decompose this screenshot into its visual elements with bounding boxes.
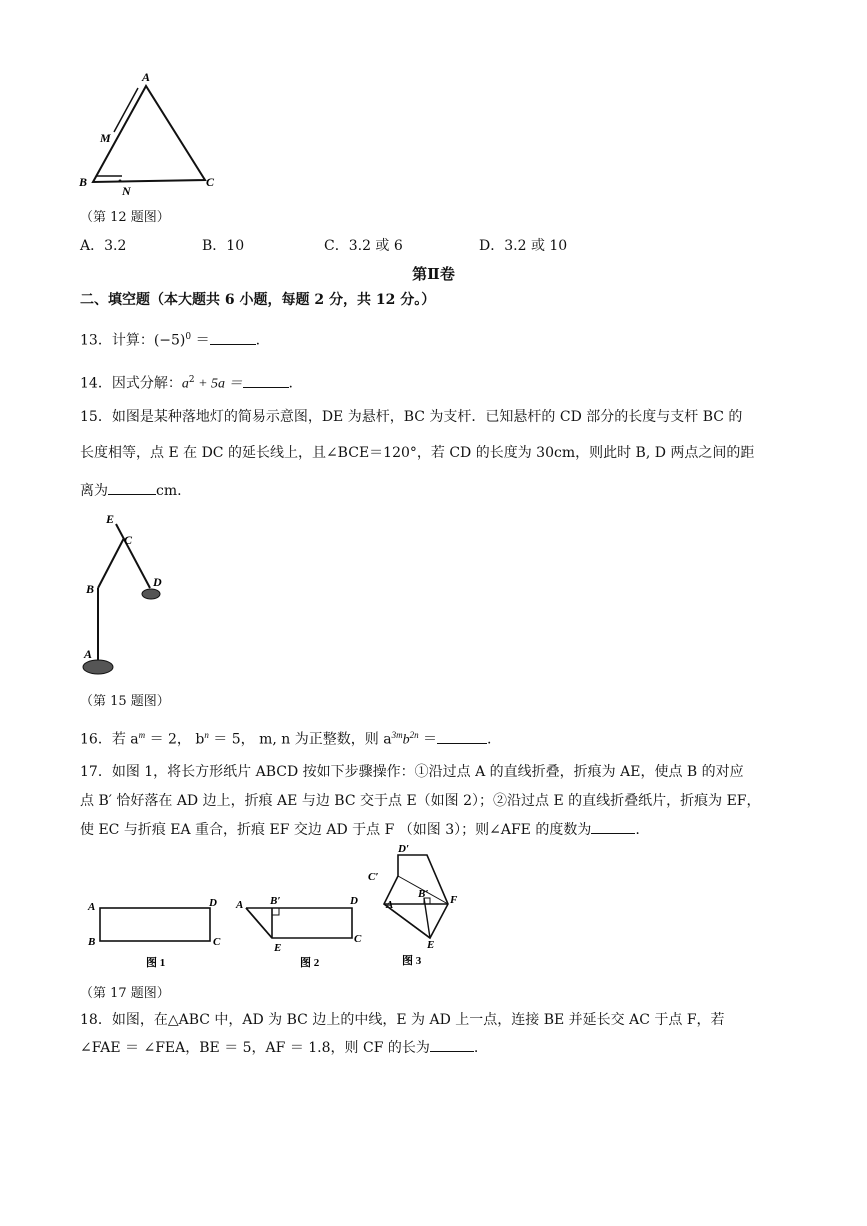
q16-mid2: ＝ 5， m, n 为正整数，则 a — [208, 731, 392, 748]
q16-exp-2n: 2n — [409, 730, 419, 740]
figure-17 — [80, 840, 470, 978]
q16-exp-3m: 3m — [391, 730, 403, 740]
label-d: D — [153, 575, 162, 589]
fig2-fold-ae — [246, 908, 272, 938]
q18-line2 — [80, 1037, 478, 1058]
fig2-label-d: D — [350, 895, 358, 907]
fig1-rectangle — [100, 908, 210, 941]
label-a: A — [142, 70, 151, 84]
question-14 — [80, 370, 293, 395]
fig3-label-d1: D′ — [398, 843, 410, 855]
question-13 — [80, 327, 260, 351]
q14-rest: + 5a ＝ — [194, 376, 243, 392]
q15-answer-blank[interactable] — [108, 480, 156, 495]
label-c: C — [206, 175, 215, 189]
q17-line3-post: . — [635, 822, 640, 838]
q15-line3 — [80, 480, 182, 501]
fig2-outline — [246, 908, 352, 938]
fig2-right-angle — [272, 908, 279, 915]
q13-base: (−5) — [153, 332, 186, 349]
lamp-d — [142, 589, 160, 599]
fig1-caption: 图 1 — [146, 957, 166, 969]
label-e: E — [106, 512, 115, 526]
fig3-label-f: F — [450, 894, 458, 906]
q12-option-a: A．3.2 — [80, 238, 127, 254]
q16-answer-blank[interactable] — [437, 729, 487, 744]
fig2-label-a: A — [236, 899, 244, 911]
fig3-caption: 图 3 — [402, 955, 422, 967]
figure-15 — [78, 508, 178, 684]
q14-var: a — [181, 376, 189, 392]
fig3-label-b1: B′ — [418, 888, 429, 900]
fig3-label-a: A — [386, 899, 394, 911]
q15-line3-pre: 离为 — [80, 483, 108, 499]
q17-line3 — [80, 819, 640, 840]
q13-num: 13． — [80, 332, 112, 349]
label-b: B — [79, 175, 88, 189]
fig1-label-d: D — [209, 897, 217, 909]
fig1-label-c: C — [213, 936, 221, 948]
q15-line3-post: cm. — [156, 483, 182, 499]
q18-line2-pre: ∠FAE ＝ ∠FEA，BE ＝ 5，AF ＝ 1.8，则 CF 的长为 — [80, 1040, 430, 1056]
q18-line2-post: . — [473, 1040, 479, 1056]
label-a: A — [84, 647, 93, 661]
q16-exp-n: n — [204, 730, 209, 740]
q16-mid3: b — [402, 732, 410, 748]
q14-num: 14． — [80, 375, 112, 392]
question-16 — [80, 725, 491, 751]
fig2-label-c: C — [354, 933, 362, 945]
label-n: N — [122, 184, 131, 198]
q18-line1: 18．如图，在△ABC 中，AD 为 BC 边上的中线，E 为 AD 上一点，连接 BE 并延长交 AC 于点 F，若 — [80, 1012, 725, 1028]
label-m: M — [100, 131, 111, 145]
q14-text: 因式分解： — [111, 375, 182, 392]
fig3-outline — [384, 855, 448, 938]
q13-end: . — [255, 332, 261, 349]
fig3-label-e: E — [427, 939, 435, 951]
q18-answer-blank[interactable] — [430, 1037, 474, 1052]
q13-exp: 0 — [185, 332, 192, 342]
rod-ecd — [116, 524, 150, 588]
q16-pre: 16．若 a — [80, 731, 139, 748]
label-b: B — [86, 582, 95, 596]
section-heading: 二、填空题（本大题共 6 小题，每题 2 分，共 12 分。） — [80, 292, 436, 308]
q17-line2: 点 B′ 恰好落在 AD 边上，折痕 AE 与边 BC 交于点 E（如图 2）；②沿过点 E 的直线折叠纸片，折痕为 EF， — [80, 793, 761, 809]
q16-post: ＝ — [418, 731, 438, 748]
q17-answer-blank[interactable] — [591, 819, 635, 834]
q13-answer-blank[interactable] — [210, 330, 256, 345]
arrow-am — [114, 88, 138, 132]
q14-exp: 2 — [188, 375, 195, 385]
figure-12 — [78, 68, 228, 198]
base-a — [83, 660, 113, 674]
q17-line1: 17．如图 1，将长方形纸片 ABCD 按如下步骤操作：①沿过点 A 的直线折叠，折痕为 AE，使点 B 的对应 — [80, 764, 744, 780]
q15-line1: 15．如图是某种落地灯的简易示意图，DE 为悬杆，BC 为支杆．已知悬杆的 CD 部分的长度与支杆 BC 的 — [80, 409, 743, 425]
volume-title: 第Ⅱ卷 — [412, 265, 455, 283]
q17-line3-pre: 使 EC 与折痕 EA 重合，折痕 EF 交边 AD 于点 F （如图 3）；则∠AFE 的度数为 — [80, 822, 592, 838]
fig3-label-c1: C′ — [368, 871, 379, 883]
fig1-label-b: B — [88, 936, 96, 948]
q16-end: . — [487, 731, 492, 748]
q14-end: . — [288, 375, 293, 392]
label-c: C — [124, 533, 133, 547]
fig2-label-b1: B′ — [270, 895, 281, 907]
fig2-label-e: E — [274, 942, 282, 954]
q12-option-d: D．3.2 或 10 — [479, 238, 568, 254]
fig17-caption: （第 17 题图） — [80, 986, 170, 1001]
q15-line2: 长度相等，点 E 在 DC 的延长线上，且∠BCE＝120°，若 CD 的长度为 30cm，则此时 B, D 两点之间的距 — [80, 445, 755, 461]
q16-mid1: ＝ 2， b — [145, 731, 205, 748]
q16-exp-m: m — [138, 730, 146, 740]
q12-option-c: C．3.2 或 6 — [324, 238, 403, 254]
q13-text: 计算： — [111, 332, 154, 349]
fig15-caption: （第 15 题图） — [80, 694, 170, 709]
q14-answer-blank[interactable] — [243, 373, 289, 388]
fig1-label-a: A — [88, 901, 96, 913]
fig12-caption: （第 12 题图） — [80, 210, 170, 225]
rod-bc — [98, 538, 124, 588]
point-n — [119, 180, 122, 183]
fig2-caption: 图 2 — [300, 957, 320, 969]
q13-eq: ＝ — [191, 332, 210, 349]
q12-option-b: B．10 — [202, 238, 245, 254]
